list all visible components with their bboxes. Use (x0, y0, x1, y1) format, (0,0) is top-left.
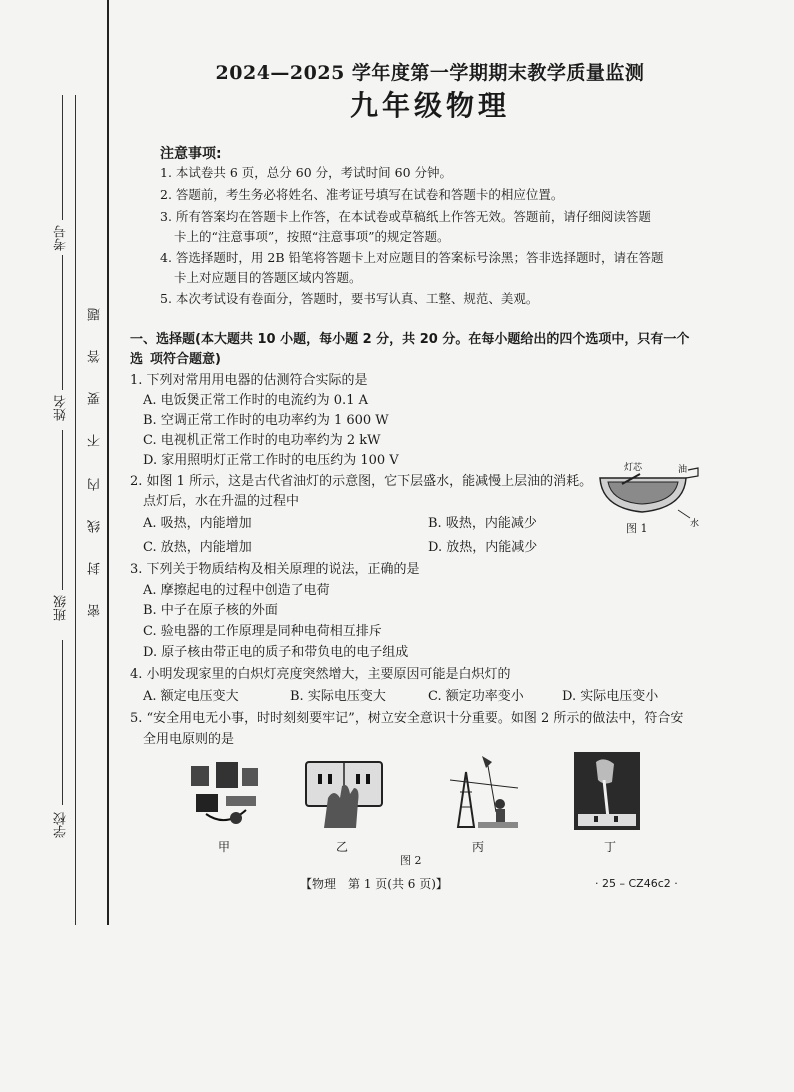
question-1-stem: 1. 下列对常用用电器的估测符合实际的是 (130, 373, 368, 388)
exam-no-label: 考号 (54, 225, 69, 251)
notice-item: 4. 答选择题时，用 2B 铅笔将答题卡上对应题目的答案标号涂黑；答非选择题时，请在答题 (160, 250, 664, 265)
notice-item: 卡上对应题目的答题区域内答题。 (174, 270, 362, 285)
seal-char: 线 (88, 520, 103, 533)
q1-option-a: A. 电饭煲正常工作时的电流约为 0.1 A (143, 393, 368, 408)
fig2-label-yi: 乙 (336, 840, 349, 854)
section-heading-cont: 项符合题意) (150, 352, 221, 367)
seal-char: 密 (88, 604, 103, 617)
q1-option-b: B. 空调正常工作时的电功率约为 1 600 W (143, 413, 389, 428)
exam-no-blank (62, 95, 63, 220)
question-2-stem-cont: 点灯后，水在升温的过程中 (143, 494, 300, 509)
seal-char: 答 (88, 350, 103, 363)
paper-code: · 25 – CZ46c2 · (595, 877, 678, 890)
seal-char: 内 (88, 478, 103, 491)
fig1-oil-label: 油 (678, 465, 688, 475)
q1-option-d: D. 家用照明灯正常工作时的电压约为 100 V (143, 453, 399, 468)
margin-line (75, 95, 76, 925)
question-3-stem: 3. 下列关于物质结构及相关原理的说法，正确的是 (130, 562, 420, 577)
name-blank (62, 255, 63, 390)
seal-char: 要 (88, 392, 103, 405)
q3-option-b: B. 中子在原子核的外面 (143, 603, 278, 618)
notice-item: 1. 本试卷共 6 页，总分 60 分，考试时间 60 分钟。 (160, 165, 453, 180)
q4-option-b: B. 实际电压变大 (290, 689, 386, 704)
q3-option-d: D. 原子核由带正电的质子和带负电的电子组成 (143, 645, 409, 660)
fig2-label-jia: 甲 (218, 840, 231, 854)
notice-item: 卡上的“注意事项”，按照“注意事项”的规定答题。 (174, 229, 450, 244)
fig2-label-bing: 丙 (472, 840, 485, 854)
q2-option-d: D. 放热，内能减少 (428, 540, 538, 555)
q4-option-d: D. 实际电压变小 (562, 689, 659, 704)
q2-option-c: C. 放热，内能增加 (143, 540, 252, 555)
class-label: 班级 (54, 595, 69, 621)
question-2-stem: 2. 如图 1 所示，这是古代省油灯的示意图，它下层盛水，能减慢上层油的消耗。 (130, 474, 593, 489)
figure-2-caption: 图 2 (400, 854, 422, 867)
seal-char: 题 (88, 308, 103, 321)
question-5-stem: 5. “安全用电无小事，时时刻刻要牢记”，树立安全意识十分重要。如图 2 所示的做法中，符合安 (130, 711, 684, 726)
name-label: 姓名 (54, 395, 69, 421)
notice-item: 5. 本次考试设有卷面分，答题时，要书写认真、工整、规范、美观。 (160, 291, 539, 306)
fig2-jia-overloaded-socket-image (186, 758, 266, 830)
q4-option-c: C. 额定功率变小 (428, 689, 524, 704)
school-blank (62, 640, 63, 805)
school-label: 学校 (54, 812, 69, 838)
binding-line (107, 0, 109, 925)
fig2-ding-test-pen-image (574, 752, 640, 830)
seal-char: 不 (88, 434, 103, 447)
q3-option-a: A. 摩擦起电的过程中创造了电荷 (143, 583, 330, 598)
fig2-bing-kite-near-power-line-image (448, 752, 520, 830)
question-5-stem-cont: 全用电原则的是 (143, 732, 235, 747)
question-4-stem: 4. 小明发现家里的白炽灯亮度突然增大，主要原因可能是白炽灯的 (130, 667, 511, 682)
q2-option-a: A. 吸热，内能增加 (143, 516, 252, 531)
fig2-yi-wet-hand-socket-image (300, 758, 388, 830)
fig1-water-label: 水 (690, 519, 700, 529)
fig1-wick-label: 灯芯 (624, 463, 643, 473)
figure-1-caption: 图 1 (626, 522, 648, 535)
seal-char: 封 (88, 562, 103, 575)
q4-option-a: A. 额定电压变大 (143, 689, 239, 704)
notice-item: 2. 答题前，考生务必将姓名、准考证号填写在试卷和答题卡的相应位置。 (160, 187, 564, 202)
q2-option-b: B. 吸热，内能减少 (428, 516, 537, 531)
exam-title: 2024—2025 学年度第一学期期末教学质量监测 (215, 62, 645, 84)
notice-item: 3. 所有答案均在答题卡上作答，在本试卷或草稿纸上作答无效。答题前，请仔细阅读答题 (160, 209, 651, 224)
section-heading: 一、选择题(本大题共 10 小题，每小题 2 分，共 20 分。在每小题给出的四个选项中，只有一个选 (130, 332, 690, 367)
subject-title: 九年级物理 (349, 89, 510, 122)
q1-option-c: C. 电视机正常工作时的电功率约为 2 kW (143, 433, 381, 448)
class-blank (62, 430, 63, 590)
q3-option-c: C. 验电器的工作原理是同种电荷相互排斥 (143, 624, 382, 639)
page-footer: 【物理 第 1 页(共 6 页)】 (300, 877, 448, 891)
notice-heading: 注意事项: (160, 146, 222, 162)
fig2-label-ding: 丁 (604, 840, 617, 854)
